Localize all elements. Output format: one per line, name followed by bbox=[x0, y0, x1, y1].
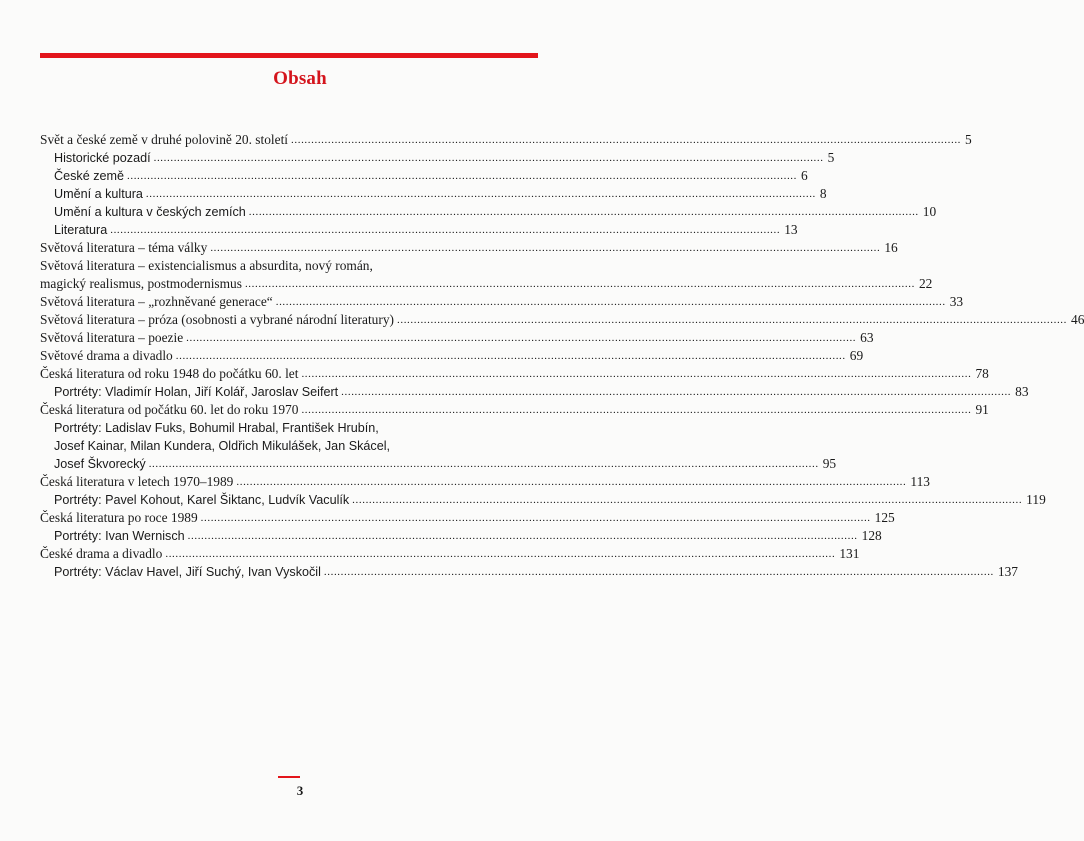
dot-leader: ........................................................................................................................................................................................................ bbox=[145, 188, 816, 200]
toc-entry bbox=[40, 491, 1046, 509]
toc-entry-row bbox=[40, 383, 1029, 401]
toc-entry-page: 6 bbox=[801, 168, 808, 183]
toc-entry-row bbox=[40, 167, 808, 185]
dot-leader: ........................................................................................................................................................................................................ bbox=[248, 206, 919, 218]
toc-entry-label: Česká literatura v letech 1970–1989 bbox=[40, 474, 234, 489]
toc-entry-page: 22 bbox=[918, 276, 933, 291]
dot-leader: ........................................................................................................................................................................................................ bbox=[323, 566, 994, 578]
page-title: Obsah bbox=[273, 68, 327, 89]
toc-entry-row bbox=[40, 329, 874, 347]
toc-entry-label: Portréty: Pavel Kohout, Karel Šiktanc, Ludvík Vaculík bbox=[54, 493, 350, 507]
toc-entry-page: 46 bbox=[1071, 312, 1084, 327]
footer-red-rule bbox=[278, 776, 300, 778]
toc-entry bbox=[40, 257, 933, 293]
toc-entry-row bbox=[40, 509, 895, 527]
toc-entry bbox=[40, 293, 964, 311]
toc-entry-row bbox=[40, 545, 860, 563]
dot-leader: ........................................................................................................................................................................................................ bbox=[301, 368, 972, 380]
toc-entry bbox=[40, 131, 972, 149]
toc-entry-row bbox=[40, 491, 1046, 509]
toc-entry-page: 128 bbox=[861, 528, 882, 543]
table-of-contents bbox=[40, 131, 1084, 581]
toc-entry bbox=[40, 347, 864, 365]
dot-leader: ........................................................................................................................................................................................................ bbox=[397, 314, 1067, 326]
toc-entry-label: Česká literatura od roku 1948 do počátku 60. let bbox=[40, 366, 299, 381]
toc-entry-row bbox=[40, 293, 964, 311]
toc-entry-row bbox=[40, 185, 827, 203]
toc-entry bbox=[40, 167, 808, 185]
toc-entry-row bbox=[40, 275, 933, 293]
dot-leader: ........................................................................................................................................................................................................ bbox=[341, 386, 1012, 398]
toc-entry-label: Literatura bbox=[54, 223, 108, 237]
toc-entry-label: Česká literatura od počátku 60. let do roku 1970 bbox=[40, 402, 299, 417]
top-red-rule bbox=[40, 53, 538, 58]
toc-entry-label: České drama a divadlo bbox=[40, 546, 163, 561]
toc-entry-row bbox=[40, 203, 937, 221]
dot-leader: ........................................................................................................................................................................................................ bbox=[352, 494, 1023, 506]
dot-leader: ........................................................................................................................................................................................................ bbox=[148, 458, 819, 470]
dot-leader: ........................................................................................................................................................................................................ bbox=[187, 530, 858, 542]
toc-entry-label-line: Portréty: Ladislav Fuks, Bohumil Hrabal, František Hrubín, bbox=[54, 421, 379, 435]
toc-entry-label: Umění a kultura v českých zemích bbox=[54, 205, 246, 219]
toc-entry-label: České země bbox=[54, 169, 124, 183]
toc-entry-row bbox=[40, 563, 1018, 581]
toc-entry-page: 137 bbox=[997, 564, 1018, 579]
toc-entry bbox=[40, 221, 798, 239]
toc-entry bbox=[40, 329, 874, 347]
toc-entry-label: Světová literatura – próza (osobnosti a vybrané národní literatury) bbox=[40, 312, 394, 327]
toc-entry bbox=[40, 509, 895, 527]
toc-entry-page: 78 bbox=[975, 366, 989, 381]
toc-entry-page: 5 bbox=[965, 132, 972, 147]
toc-entry-page: 33 bbox=[949, 294, 964, 309]
toc-entry-page: 95 bbox=[822, 456, 837, 471]
dot-leader: ........................................................................................................................................................................................................ bbox=[275, 296, 946, 308]
dot-leader: ........................................................................................................................................................................................................ bbox=[110, 224, 781, 236]
toc-entry-row bbox=[40, 311, 1084, 329]
toc-entry-row bbox=[40, 221, 798, 239]
toc-entry-row bbox=[40, 347, 864, 365]
toc-entry-row bbox=[40, 473, 930, 491]
toc-entry-page: 83 bbox=[1015, 384, 1029, 399]
page-number: 3 bbox=[296, 783, 304, 798]
dot-leader: ........................................................................................................................................................................................................ bbox=[291, 134, 962, 146]
toc-entry-page: 131 bbox=[839, 546, 860, 561]
dot-leader: ........................................................................................................................................................................................................ bbox=[200, 512, 871, 524]
toc-entry-label: Světová literatura – „rozhněvané generace“ bbox=[40, 294, 273, 309]
toc-entry bbox=[40, 383, 1029, 401]
toc-entry bbox=[40, 185, 827, 203]
toc-entry-label-line: Světová literatura – existencialismus a absurdita, nový román, bbox=[40, 258, 373, 273]
toc-entry-page: 16 bbox=[884, 240, 898, 255]
toc-entry-page: 113 bbox=[910, 474, 930, 489]
toc-entry-page: 10 bbox=[922, 204, 937, 219]
toc-entry bbox=[40, 401, 989, 419]
toc-entry-page: 5 bbox=[827, 150, 835, 165]
toc-entry-page: 8 bbox=[819, 186, 827, 201]
toc-entry-page: 69 bbox=[849, 348, 864, 363]
dot-leader: ........................................................................................................................................................................................................ bbox=[301, 404, 972, 416]
toc-entry-row bbox=[40, 455, 837, 473]
toc-entry-page: 91 bbox=[975, 402, 989, 417]
toc-entry-page: 13 bbox=[784, 222, 798, 237]
toc-entry-label: Josef Škvorecký bbox=[54, 457, 146, 471]
dot-leader: ........................................................................................................................................................................................................ bbox=[186, 332, 857, 344]
toc-entry bbox=[40, 365, 989, 383]
toc-entry bbox=[40, 563, 1018, 581]
toc-entry-label: Česká literatura po roce 1989 bbox=[40, 510, 198, 525]
toc-entry-label: Portréty: Václav Havel, Jiří Suchý, Ivan Vyskočil bbox=[54, 565, 321, 579]
toc-entry-row bbox=[40, 149, 835, 167]
dot-leader: ........................................................................................................................................................................................................ bbox=[175, 350, 846, 362]
toc-entry-label: Historické pozadí bbox=[54, 151, 151, 165]
toc-entry-row bbox=[40, 527, 882, 545]
toc-entry-label: Světová literatura – poezie bbox=[40, 330, 184, 345]
toc-entry-label: Světové drama a divadlo bbox=[40, 348, 173, 363]
dot-leader: ........................................................................................................................................................................................................ bbox=[127, 170, 797, 182]
toc-entry bbox=[40, 527, 882, 545]
toc-entry bbox=[40, 239, 898, 257]
toc-entry-label: Světová literatura – téma války bbox=[40, 240, 208, 255]
dot-leader: ........................................................................................................................................................................................................ bbox=[236, 476, 907, 488]
dot-leader: ........................................................................................................................................................................................................ bbox=[244, 278, 915, 290]
toc-entry-label-line: Josef Kainar, Milan Kundera, Oldřich Mikulášek, Jan Skácel, bbox=[54, 439, 390, 453]
toc-entry bbox=[40, 419, 837, 473]
toc-entry-label: Umění a kultura bbox=[54, 187, 143, 201]
toc-entry-label: magický realismus, postmodernismus bbox=[40, 276, 242, 291]
toc-entry-page: 125 bbox=[874, 510, 895, 525]
toc-entry-page: 63 bbox=[860, 330, 874, 345]
dot-leader: ........................................................................................................................................................................................................ bbox=[165, 548, 836, 560]
toc-entry-label: Portréty: Vladimír Holan, Jiří Kolář, Jaroslav Seifert bbox=[54, 385, 339, 399]
toc-entry bbox=[40, 311, 1084, 329]
toc-entry-row bbox=[40, 401, 989, 419]
toc-entry-row bbox=[40, 239, 898, 257]
toc-entry-row bbox=[40, 131, 972, 149]
toc-entry-label: Portréty: Ivan Wernisch bbox=[54, 529, 185, 543]
toc-entry-page: 119 bbox=[1026, 492, 1046, 507]
toc-entry-label: Svět a české země v druhé polovině 20. století bbox=[40, 132, 289, 147]
toc-entry bbox=[40, 149, 835, 167]
toc-entry-row bbox=[40, 365, 989, 383]
dot-leader: ........................................................................................................................................................................................................ bbox=[210, 242, 881, 254]
toc-entry bbox=[40, 203, 937, 221]
toc-entry bbox=[40, 545, 860, 563]
dot-leader: ........................................................................................................................................................................................................ bbox=[153, 152, 824, 164]
toc-entry bbox=[40, 473, 930, 491]
